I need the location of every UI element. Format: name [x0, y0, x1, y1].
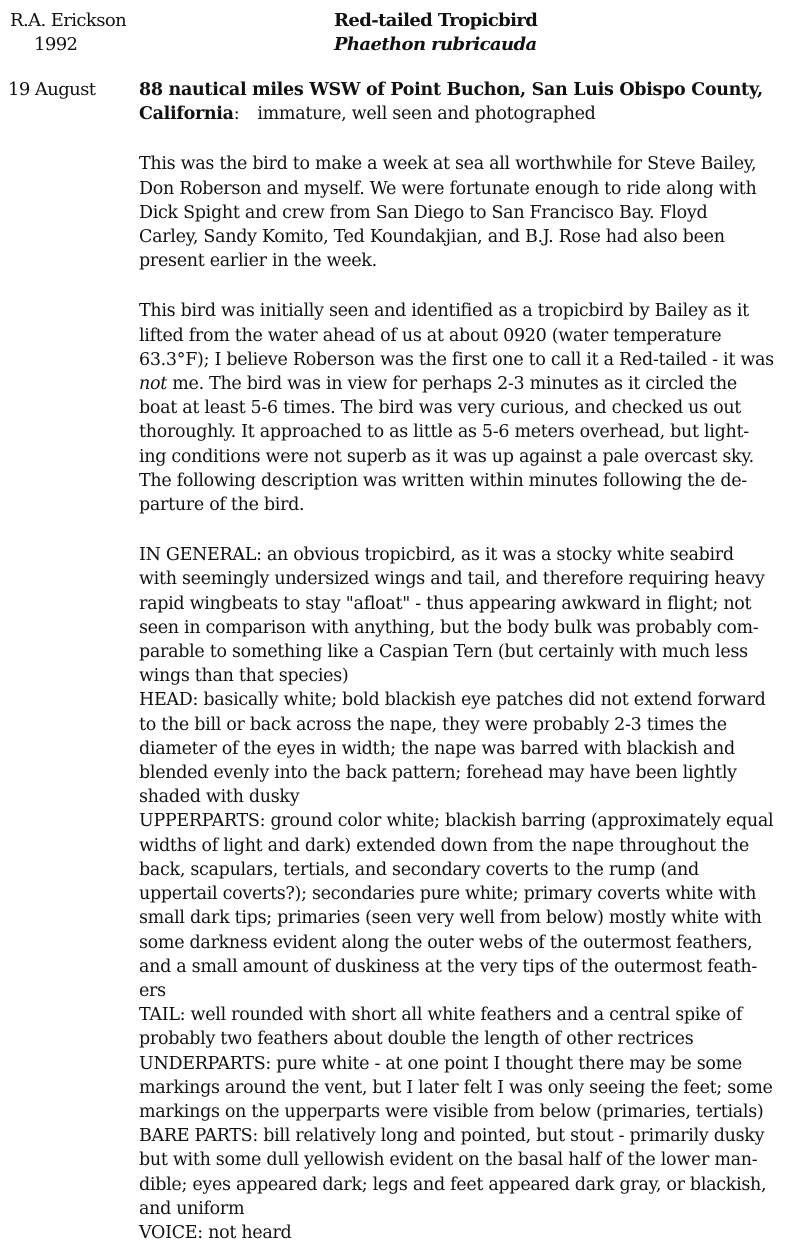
species-scientific-name: Phaethon rubricauda — [334, 34, 537, 55]
text-line: but with some dull yellowish evident on the basal half of the lower man- — [139, 1150, 758, 1171]
text-line: parture of the bird. — [139, 495, 305, 516]
text-line: widths of light and dark) extended down from the nape throughout the — [139, 835, 749, 856]
description-general — [139, 543, 787, 688]
text-line: to the bill or back across the nape, they were probably 2-3 times the — [139, 714, 727, 735]
text-line: Don Roberson and myself. We were fortunate enough to ride along with — [139, 178, 757, 199]
description-underparts — [139, 1052, 787, 1125]
text-line: dible; eyes appeared dark; legs and feet appeared dark gray, or blackish, — [139, 1174, 767, 1195]
text-line: and uniform — [139, 1198, 245, 1219]
text-line: markings on the upperparts were visible from below (primaries, tertials) — [139, 1101, 764, 1122]
text-line: boat at least 5-6 times. The bird was very curious, and checked us out — [139, 398, 742, 419]
text-line: 63.3°F); I believe Roberson was the first one to call it a Red-tailed - it was — [139, 349, 774, 370]
text-line: ing conditions were not superb as it was up against a pale overcast sky. — [139, 446, 754, 467]
text-line: me. The bird was in view for perhaps 2-3 minutes as it circled the — [166, 374, 737, 395]
location-line-2: California — [139, 104, 234, 125]
text-line: HEAD: basically white; bold blackish eye patches did not extend forward — [139, 690, 766, 711]
location-block — [139, 78, 787, 126]
text-line: This bird was initially seen and identified as a tropicbird by Bailey as it — [139, 301, 749, 322]
text-line: probably two feathers about double the length of other rectrices — [139, 1029, 694, 1050]
report-year: 1992 — [34, 34, 78, 55]
text-line: UNDERPARTS: pure white - at one point I thought there may be some — [139, 1053, 742, 1074]
text-line: some darkness evident along the outer webs of the outermost feathers, — [139, 932, 753, 953]
description-head — [139, 688, 787, 809]
text-line: diameter of the eyes in width; the nape was barred with blackish and — [139, 738, 735, 759]
text-line: ers — [139, 980, 166, 1001]
emphasis-not: not — [139, 374, 167, 395]
text-line: Carley, Sandy Komito, Ted Koundakjian, and B.J. Rose had also been — [139, 227, 725, 248]
record-date: 19 August — [8, 79, 96, 100]
author-block — [10, 9, 126, 57]
record-body — [139, 78, 787, 1245]
text-line: markings around the vent, but I later felt I was only seeing the feet; some — [139, 1077, 773, 1098]
text-line: lifted from the water ahead of us at about 0920 (water temperature — [139, 325, 722, 346]
paragraph-sighting — [139, 299, 787, 517]
text-line: thoroughly. It approached to as little as 5-6 meters overhead, but light- — [139, 422, 749, 443]
text-line: blended evenly into the back pattern; forehead may have been lightly — [139, 763, 737, 784]
text-line: seen in comparison with anything, but the body bulk was probably com- — [139, 617, 759, 638]
text-line: VOICE: not heard — [139, 1222, 292, 1243]
text-line: rapid wingbeats to stay "afloat" - thus appearing awkward in flight; not — [139, 593, 752, 614]
text-line: with seemingly undersized wings and tail, and therefore requiring heavy — [139, 569, 765, 590]
text-line: uppertail coverts?); secondaries pure white; primary coverts white with — [139, 884, 757, 905]
text-line: BARE PARTS: bill relatively long and pointed, but stout - primarily dusky — [139, 1126, 765, 1147]
text-line: This was the bird to make a week at sea all worthwhile for Steve Bailey, — [139, 154, 757, 175]
text-line: back, scapulars, tertials, and secondary coverts to the rump (and — [139, 859, 699, 880]
observation-summary: immature, well seen and photographed — [257, 104, 596, 125]
text-line: shaded with dusky — [139, 787, 300, 808]
text-line: parable to something like a Caspian Tern (but certainly with much less — [139, 642, 748, 663]
text-line: small dark tips; primaries (seen very well from below) mostly white with — [139, 908, 762, 929]
text-line: present earlier in the week. — [139, 251, 377, 272]
author-name: R.A. Erickson — [10, 10, 127, 31]
text-line: TAIL: well rounded with short all white feathers and a central spike of — [139, 1005, 743, 1026]
location-colon: : — [233, 104, 240, 125]
text-line: UPPERPARTS: ground color white; blackish barring (approximately equal — [139, 811, 774, 832]
text-line: Dick Spight and crew from San Diego to San Francisco Bay. Floyd — [139, 202, 708, 223]
text-line: The following description was written within minutes following the de- — [139, 470, 747, 491]
text-line: IN GENERAL: an obvious tropicbird, as it was a stocky white seabird — [139, 545, 734, 566]
description-section — [139, 543, 787, 1245]
location-line-1: 88 nautical miles WSW of Point Buchon, San Luis Obispo County, — [139, 80, 763, 100]
description-tail — [139, 1003, 787, 1051]
text-line: and a small amount of duskiness at the very tips of the outermost feath- — [139, 956, 757, 977]
description-voice — [139, 1221, 787, 1245]
text-line: wings than that species) — [139, 666, 349, 687]
paragraph-intro — [139, 152, 787, 273]
description-bare-parts — [139, 1124, 787, 1221]
description-upperparts — [139, 809, 787, 1003]
species-common-name: Red-tailed Tropicbird — [334, 10, 538, 31]
species-heading — [334, 9, 537, 57]
